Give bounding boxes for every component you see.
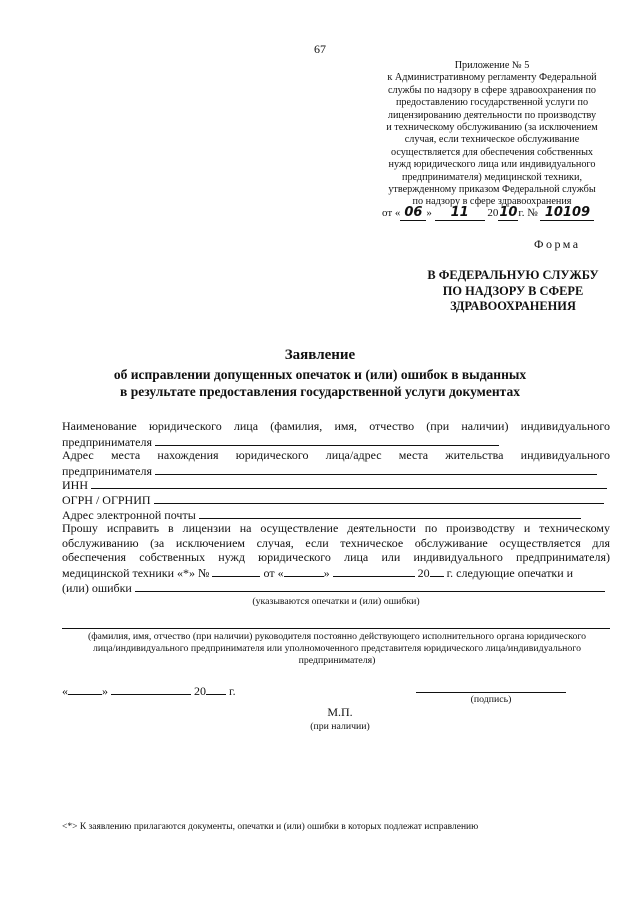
order-number-label: г. № [518, 207, 538, 219]
license-suffix: г. следующие опечатки и [446, 566, 574, 580]
appendix-title: Приложение № 5 [454, 60, 530, 71]
appendix-line: случая, если техническое обслуживание [404, 134, 580, 146]
page-number: 67 [314, 42, 326, 56]
order-number: 10109 [540, 206, 594, 221]
stamp-hint: (при наличии) [310, 721, 370, 732]
signature-year-input[interactable] [206, 683, 226, 695]
signature-date-close: » [102, 684, 108, 698]
errors-hint: (указываются опечатки и (или) ошибки) [252, 596, 420, 607]
license-date-open: от « [263, 566, 284, 580]
recipient-line: ЗДРАВООХРАНЕНИЯ [450, 299, 576, 313]
appendix-line: осуществляется для обеспечения собственных [390, 146, 594, 158]
inn-field[interactable] [62, 477, 610, 492]
appendix-line: предпринимателя) медицинской техники, [402, 171, 582, 183]
subtitle-line-1: об исправлении допущенных опечаток и (или) ошибок в выданных [113, 367, 527, 382]
address-label-line-2: предпринимателя [62, 464, 152, 478]
appendix-line: и техническому обслуживанию (за исключением [386, 122, 598, 134]
name-field[interactable] [62, 434, 610, 449]
order-prefix: от « [382, 207, 401, 219]
signature-year-prefix: 20 [194, 684, 206, 698]
order-year-suffix: 10 [499, 205, 518, 220]
appendix-line: к Административному регламенту Федеральной [387, 72, 597, 84]
footnote: <*> К заявлению прилагаются документы, опечатки и (или) ошибки в которых подлежат исправлению [62, 822, 479, 832]
signature-date-field[interactable] [62, 683, 322, 698]
license-number-label: медицинской техники «*» № [62, 566, 210, 580]
ogrn-field[interactable] [62, 492, 610, 507]
appendix-block [372, 60, 612, 209]
request-line-1: Прошу исправить в лицензии на осуществление деятельности по производству и техническому [62, 521, 610, 535]
license-year-input[interactable] [430, 565, 444, 577]
errors-label: (или) ошибки [62, 581, 132, 595]
signatory-name-line[interactable] [62, 628, 610, 629]
appendix-line: нужд юридического лица или индивидуального [388, 159, 596, 171]
errors-input-line[interactable] [135, 580, 605, 592]
address-input-line[interactable] [155, 463, 597, 475]
request-line-4 [62, 565, 610, 580]
request-line-3: обеспечения собственных нужд юридического лица или индивидуального предпринимателя) [62, 550, 610, 564]
inn-input-line[interactable] [91, 477, 607, 489]
subtitle-line-2: в результате предоставления государственной услуги документах [120, 384, 520, 399]
order-month: 11 [435, 206, 485, 221]
ogrn-input-line[interactable] [154, 492, 604, 504]
document-title: Заявление [284, 347, 356, 363]
license-month-input[interactable] [333, 565, 415, 577]
errors-field[interactable] [62, 580, 610, 595]
appendix-line: предоставлению государственной услуги по [395, 97, 589, 109]
form-label: Форма [534, 237, 581, 251]
email-input-line[interactable] [199, 507, 581, 519]
license-day-input[interactable] [284, 565, 324, 577]
signature-date-open: « [62, 684, 68, 698]
appendix-line: по надзору в сфере здравоохранения [412, 196, 572, 208]
document-subtitle [0, 366, 640, 400]
stamp-label: М.П. [327, 705, 353, 719]
name-label-line-1: Наименование юридического лица (фамилия, имя, отчество (при наличии) индивидуального [62, 419, 610, 433]
recipient-block [418, 268, 608, 315]
appendix-line: лицензированию деятельности по производству [387, 109, 597, 121]
ogrn-label: ОГРН / ОГРНИП [62, 493, 151, 507]
inn-label: ИНН [62, 478, 88, 492]
recipient-line: ПО НАДЗОРУ В СФЕРЕ [442, 283, 584, 298]
email-label: Адрес электронной почты [62, 508, 196, 522]
name-label-line-2: предпринимателя [62, 435, 152, 449]
signature-line[interactable] [416, 692, 566, 693]
request-line-2: обслуживанию (за исключением случая, если техническое обслуживание осуществляется для [62, 536, 610, 550]
address-field[interactable] [62, 463, 610, 478]
appendix-line: утвержденному приказом Федеральной службы [388, 184, 596, 196]
license-date-close: » [323, 566, 330, 580]
signature-month-input[interactable] [111, 683, 191, 695]
signature-hint: (подпись) [470, 694, 512, 705]
license-year-prefix: 20 [417, 566, 430, 580]
name-input-line[interactable] [155, 434, 499, 446]
license-number-input[interactable] [212, 565, 260, 577]
email-field[interactable] [62, 507, 610, 522]
recipient-line: В ФЕДЕРАЛЬНУЮ СЛУЖБУ [427, 268, 599, 282]
order-reference: от « 06 » 11 2010г. № 10109 [382, 206, 620, 221]
signature-date-suffix: г. [229, 684, 236, 698]
appendix-line: службы по надзору в сфере здравоохранения по [387, 84, 597, 96]
signatory-hint: (фамилия, имя, отчество (при наличии) руководителя постоянно действующего исполнительного органа юридического лица/индивидуального предпринимателя или уполномоченного представителя юридического лица/индивидуального предпринимателя) [87, 631, 587, 666]
order-year-prefix: 20 [487, 207, 499, 219]
signature-day-input[interactable] [68, 683, 102, 695]
address-label-line-1: Адрес места нахождения юридического лица/адрес места жительства индивидуального [62, 448, 610, 462]
order-day: 06 [400, 206, 426, 221]
